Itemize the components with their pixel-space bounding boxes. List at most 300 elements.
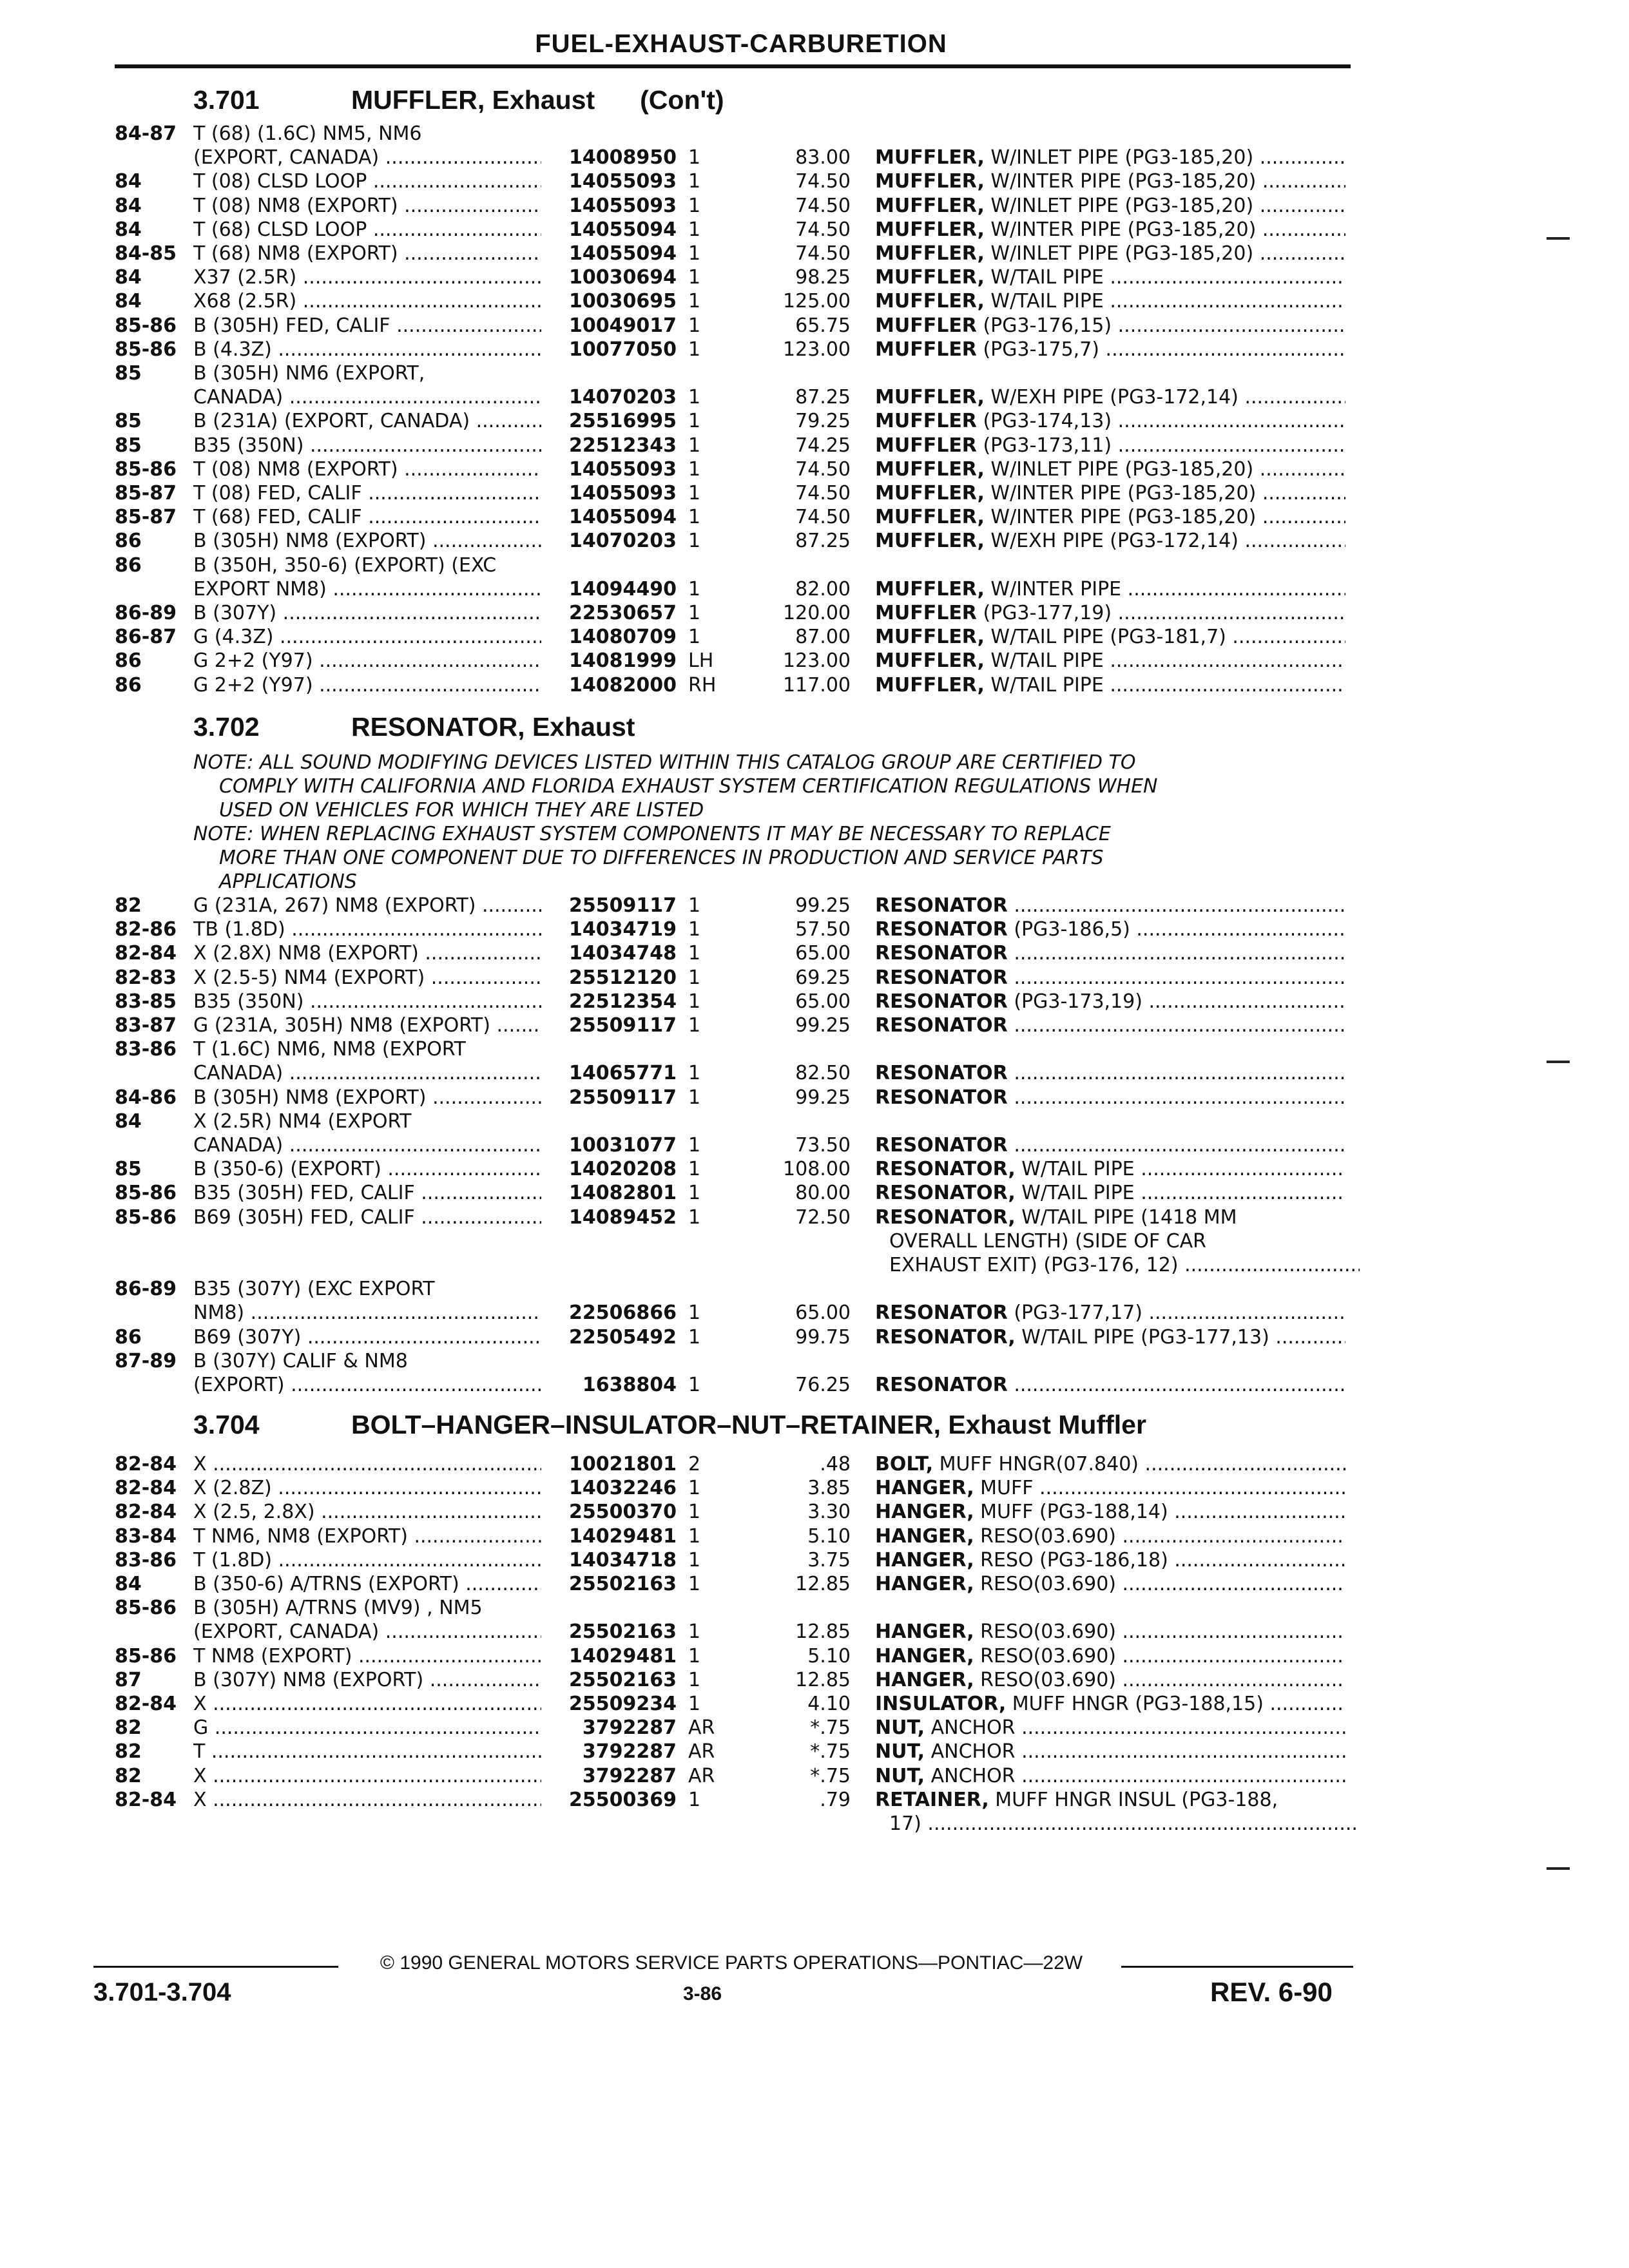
part-name <box>875 626 1345 649</box>
table-row <box>0 1669 1629 1692</box>
application: NM8) ..... <box>193 1302 541 1325</box>
model-years: 85-87 <box>115 506 177 529</box>
note-line: USED ON VEHICLES FOR WHICH THEY ARE LISTED <box>219 799 704 822</box>
part-name <box>875 530 1345 553</box>
part-name-detail: W/TAIL PIPE <box>984 649 1104 673</box>
price: 12.85 <box>795 1668 851 1691</box>
table-row <box>0 918 1629 941</box>
footer-rule-left <box>93 1966 338 1968</box>
part-number: 3792287 <box>582 1740 677 1763</box>
table-row <box>0 1477 1629 1500</box>
quantity: 1 <box>688 290 701 313</box>
part-name <box>875 1740 1345 1763</box>
table-row <box>0 458 1629 481</box>
part-name <box>875 458 1345 481</box>
table-row <box>0 1374 1629 1397</box>
part-name-detail: W/TAIL PIPE (PG3-177,13) <box>1015 1325 1269 1349</box>
part-name <box>875 1086 1345 1110</box>
table-row <box>0 1620 1629 1644</box>
application: (EXPORT, CANADA) ..... <box>193 146 541 169</box>
model-years: 86 <box>115 1325 142 1349</box>
quantity: 1 <box>688 894 701 917</box>
table-row <box>0 1302 1629 1325</box>
price: 83.00 <box>795 146 851 169</box>
model-years: 84 <box>115 218 142 241</box>
section-number: 3.701 <box>193 85 260 115</box>
quantity: 1 <box>688 146 701 169</box>
application: B (305H) A/TRNS (MV9) , NM5 <box>193 1597 483 1620</box>
model-years: 84 <box>115 1110 142 1133</box>
table-row <box>0 218 1629 242</box>
part-number: 14008950 <box>569 146 677 169</box>
part-name-key: MUFFLER, <box>875 218 985 241</box>
application: X ..... <box>193 1453 541 1476</box>
part-number: 14055094 <box>569 242 677 265</box>
quantity: 1 <box>688 626 701 649</box>
model-years: 82-84 <box>115 1501 177 1524</box>
quantity: 1 <box>688 1548 701 1571</box>
part-name <box>875 506 1345 529</box>
table-row <box>0 894 1629 918</box>
table-row <box>0 1062 1629 1085</box>
application: T (08) NM8 (EXPORT) ..... <box>193 195 541 218</box>
table-row <box>0 1014 1629 1037</box>
part-name-detail: (PG3-175,7) <box>976 338 1099 361</box>
model-years: 84-87 <box>115 122 177 145</box>
margin-mark <box>1547 1061 1570 1063</box>
table-row <box>0 122 1629 146</box>
part-name <box>875 1645 1345 1668</box>
quantity: RH <box>688 673 717 697</box>
application: T (68) (1.6C) NM5, NM6 <box>193 122 422 145</box>
quantity: 1 <box>688 1302 701 1325</box>
quantity: 1 <box>688 218 701 241</box>
model-years: 86 <box>115 673 142 697</box>
application: B (305H) NM8 (EXPORT) ..... <box>193 1086 541 1110</box>
application: X (2.5R) NM4 (EXPORT <box>193 1110 412 1133</box>
model-years: 87-89 <box>115 1349 177 1372</box>
part-number: 14081999 <box>569 649 677 673</box>
part-name-key: HANGER, <box>875 1524 974 1548</box>
model-years: 82-84 <box>115 942 177 965</box>
price: 65.00 <box>795 990 851 1013</box>
quantity: 1 <box>688 942 701 965</box>
table-row <box>0 434 1629 457</box>
part-name <box>875 338 1345 361</box>
part-name-key: RESONATOR <box>875 966 1008 989</box>
part-name-detail: MUFF HNGR INSUL (PG3-188, <box>988 1788 1278 1811</box>
application: (EXPORT) ..... <box>193 1374 541 1397</box>
table-row <box>0 1740 1629 1763</box>
application: X (2.5-5) NM4 (EXPORT) ..... <box>193 966 541 990</box>
table-row <box>0 338 1629 361</box>
model-years: 86 <box>115 649 142 673</box>
part-name-key: RESONATOR <box>875 894 1008 917</box>
part-name-detail: (PG3-174,13) <box>976 410 1112 433</box>
price: .79 <box>820 1788 851 1811</box>
quantity: 1 <box>688 1182 701 1205</box>
application: B35 (350N) ..... <box>193 434 541 457</box>
part-name-detail: RESO(03.690) <box>974 1620 1116 1644</box>
part-name-key: MUFFLER, <box>875 266 985 289</box>
price: 79.25 <box>795 410 851 433</box>
model-years: 82-86 <box>115 918 177 941</box>
part-name-key: MUFFLER, <box>875 673 985 697</box>
part-number: 22512343 <box>569 434 677 457</box>
footer-rule-right <box>1121 1966 1353 1968</box>
part-name <box>875 170 1345 193</box>
part-name-key: HANGER, <box>875 1644 974 1667</box>
part-name-key: INSULATOR, <box>875 1693 1007 1715</box>
part-name-detail: RESO(03.690) <box>974 1644 1116 1667</box>
section-continued: (Con't) <box>640 85 724 115</box>
part-number: 14080709 <box>569 626 677 649</box>
application: TB (1.8D) ..... <box>193 918 541 941</box>
application: G (231A, 305H) NM8 (EXPORT) ..... <box>193 1014 541 1037</box>
model-years: 86-89 <box>115 1278 177 1301</box>
footer-section-range: 3.701-3.704 <box>93 1978 231 2006</box>
part-name-key: HANGER, <box>875 1620 974 1644</box>
application: (EXPORT, CANADA) ..... <box>193 1620 541 1644</box>
part-name-key: MUFFLER, <box>875 170 985 193</box>
model-years: 85-86 <box>115 314 177 337</box>
part-number: 25502163 <box>569 1573 677 1595</box>
price: 74.50 <box>795 482 851 505</box>
quantity: AR <box>688 1740 715 1763</box>
price: *.75 <box>810 1764 851 1787</box>
part-name-detail: W/INLET PIPE (PG3-185,20) <box>984 146 1254 169</box>
model-years: 83-87 <box>115 1014 177 1037</box>
quantity: 1 <box>688 1325 701 1349</box>
price: 99.75 <box>795 1325 851 1349</box>
part-name <box>875 942 1345 965</box>
part-number: 14032246 <box>569 1477 677 1500</box>
price: 123.00 <box>783 649 851 673</box>
application: T (1.6C) NM6, NM8 (EXPORT <box>193 1038 466 1061</box>
table-row <box>0 990 1629 1014</box>
part-number: 25516995 <box>569 410 677 433</box>
part-number: 10021801 <box>569 1453 677 1475</box>
part-name-key: MUFFLER, <box>875 457 985 481</box>
part-name <box>875 434 1345 457</box>
application: G (231A, 267) NM8 (EXPORT) ..... <box>193 894 541 918</box>
model-years: 82-83 <box>115 966 177 989</box>
part-name-key: HANGER, <box>875 1548 974 1571</box>
part-name <box>875 674 1345 697</box>
part-number: 25500369 <box>569 1788 677 1811</box>
table-row <box>0 1038 1629 1061</box>
price: 3.75 <box>807 1548 851 1571</box>
part-name-detail: W/INLET PIPE (PG3-185,20) <box>984 457 1254 481</box>
part-name <box>875 1326 1345 1349</box>
model-years: 82 <box>115 1716 142 1740</box>
quantity: 1 <box>688 410 701 433</box>
table-row <box>0 1134 1629 1157</box>
price: 98.25 <box>795 266 851 289</box>
part-name-key: MUFFLER, <box>875 577 985 601</box>
table-row <box>0 530 1629 553</box>
table-row <box>0 1525 1629 1548</box>
part-name <box>875 386 1345 409</box>
application: X (2.5, 2.8X) ..... <box>193 1501 541 1524</box>
part-number: 14029481 <box>569 1644 677 1667</box>
part-name-key: HANGER, <box>875 1477 974 1500</box>
part-name <box>875 1206 1345 1229</box>
part-number: 3792287 <box>582 1716 677 1740</box>
part-name <box>875 266 1345 289</box>
part-name <box>875 1716 1345 1740</box>
part-number: 14055094 <box>569 218 677 241</box>
table-row <box>0 195 1629 218</box>
part-number: 10030695 <box>569 290 677 313</box>
part-name-key: MUFFLER, <box>875 290 985 313</box>
part-number: 14020208 <box>569 1158 677 1181</box>
part-name-detail: RESO(03.690) <box>974 1668 1116 1691</box>
part-name-key: RESONATOR <box>875 1014 1008 1037</box>
part-name-detail: ANCHOR <box>925 1716 1016 1740</box>
section-number: 3.702 <box>193 712 260 742</box>
part-name-key: BOLT, <box>875 1453 934 1475</box>
margin-mark <box>1547 1867 1570 1870</box>
part-name-key: MUFFLER, <box>875 506 985 529</box>
model-years: 83-84 <box>115 1524 177 1548</box>
part-name-detail: W/INLET PIPE (PG3-185,20) <box>984 242 1254 265</box>
application: T ..... <box>193 1740 541 1763</box>
price: 3.30 <box>807 1501 851 1524</box>
part-name <box>875 990 1345 1014</box>
quantity: 1 <box>688 314 701 337</box>
part-name <box>889 1254 1360 1277</box>
quantity: 1 <box>688 1668 701 1691</box>
part-name-detail: (PG3-177,19) <box>976 602 1112 624</box>
price: 120.00 <box>783 602 851 624</box>
part-number: 25509117 <box>569 894 677 917</box>
application: X (2.8X) NM8 (EXPORT) ..... <box>193 942 541 965</box>
part-name <box>875 146 1345 169</box>
model-years: 85-86 <box>115 1644 177 1667</box>
price: 74.50 <box>795 170 851 193</box>
model-years: 85-86 <box>115 1597 177 1620</box>
application: B (305H) NM8 (EXPORT) ..... <box>193 530 541 553</box>
application: B (350H, 350-6) (EXPORT) (EXC <box>193 553 497 577</box>
quantity: 1 <box>688 1014 701 1037</box>
part-name-detail: W/INLET PIPE (PG3-185,20) <box>984 194 1254 217</box>
part-number: 25512120 <box>569 966 677 989</box>
quantity: 1 <box>688 457 701 481</box>
price: 72.50 <box>795 1206 851 1229</box>
model-years: 83-86 <box>115 1548 177 1571</box>
application: T (68) FED, CALIF ..... <box>193 506 541 529</box>
price: 76.25 <box>795 1374 851 1396</box>
part-name-key: RESONATOR <box>875 942 1008 965</box>
application: B35 (350N) ..... <box>193 990 541 1014</box>
quantity: 1 <box>688 530 701 553</box>
page-header-title: FUEL-EXHAUST-CARBURETION <box>535 30 947 58</box>
price: *.75 <box>810 1716 851 1740</box>
price: 108.00 <box>783 1158 851 1181</box>
part-name <box>875 1014 1345 1037</box>
part-name-detail: MUFF (PG3-188,14) <box>974 1501 1168 1524</box>
quantity: 1 <box>688 266 701 289</box>
part-name-detail: W/INTER PIPE (PG3-185,20) <box>984 218 1257 241</box>
part-name-key: MUFFLER, <box>875 626 985 649</box>
part-number: 14082801 <box>569 1182 677 1205</box>
application: B (307Y) NM8 (EXPORT) ..... <box>193 1669 541 1692</box>
part-number: 14070203 <box>569 530 677 553</box>
application: CANADA) ..... <box>193 1134 541 1157</box>
part-name <box>889 1230 1360 1253</box>
price: 87.25 <box>795 386 851 409</box>
part-number: 14034748 <box>569 942 677 965</box>
part-name <box>875 1302 1345 1325</box>
table-row <box>0 1206 1629 1229</box>
part-name-detail: (PG3-177,17) <box>1007 1302 1142 1325</box>
part-name-detail: EXHAUST EXIT) (PG3-176, 12) <box>889 1254 1179 1276</box>
part-name-detail: RESO (PG3-186,18) <box>974 1548 1168 1571</box>
part-name-key: RESONATOR <box>875 990 1008 1013</box>
table-row <box>0 362 1629 385</box>
application: T (68) NM8 (EXPORT) ..... <box>193 242 541 265</box>
section-3704-heading <box>193 1410 1146 1440</box>
price: 73.50 <box>795 1134 851 1157</box>
part-number: 14034718 <box>569 1548 677 1571</box>
part-name <box>875 1134 1345 1157</box>
quantity: 1 <box>688 1501 701 1524</box>
note-line: NOTE: WHEN REPLACING EXHAUST SYSTEM COMPONENTS IT MAY BE NECESSARY TO REPLACE <box>193 823 1111 845</box>
table-row <box>0 1182 1629 1205</box>
application: X (2.8Z) ..... <box>193 1477 541 1500</box>
part-name-key: MUFFLER <box>875 602 977 624</box>
part-name-key: MUFFLER <box>875 410 977 433</box>
table-row <box>0 1230 1629 1253</box>
table-row <box>0 966 1629 990</box>
table-row <box>0 942 1629 965</box>
part-name-key: MUFFLER <box>875 434 977 457</box>
part-name-detail: W/TAIL PIPE <box>984 266 1104 289</box>
table-row <box>0 1765 1629 1788</box>
model-years: 82-84 <box>115 1693 177 1715</box>
table-row <box>0 1158 1629 1181</box>
part-name-key: HANGER, <box>875 1668 974 1691</box>
price: 87.00 <box>795 626 851 649</box>
model-years: 86-87 <box>115 626 177 649</box>
quantity: 1 <box>688 966 701 989</box>
table-row <box>0 1693 1629 1716</box>
quantity: 2 <box>688 1453 701 1475</box>
part-name <box>875 918 1345 941</box>
note-line: NOTE: ALL SOUND MODIFYING DEVICES LISTED WITHIN THIS CATALOG GROUP ARE CERTIFIED TO <box>193 751 1136 774</box>
quantity: 1 <box>688 1158 701 1181</box>
part-name <box>875 1525 1345 1548</box>
quantity: 1 <box>688 1062 701 1085</box>
application: T (08) FED, CALIF ..... <box>193 482 541 505</box>
part-number: 10077050 <box>569 338 677 361</box>
part-name <box>875 242 1345 265</box>
section-title: BOLT–HANGER–INSULATOR–NUT–RETAINER, Exhaust Muffler <box>351 1410 1146 1439</box>
part-name-key: MUFFLER, <box>875 242 985 265</box>
table-row <box>0 1812 1629 1836</box>
table-row <box>0 1350 1629 1373</box>
model-years: 85 <box>115 362 142 385</box>
price: 74.50 <box>795 218 851 241</box>
table-row <box>0 1789 1629 1812</box>
table-row <box>0 578 1629 601</box>
model-years: 85-86 <box>115 1182 177 1205</box>
footer-page-number: 3-86 <box>683 1983 722 2004</box>
part-name-detail: 17) <box>889 1812 921 1835</box>
table-row <box>0 1326 1629 1349</box>
application: B (307Y) CALIF & NM8 <box>193 1349 408 1372</box>
section-3702-heading <box>193 712 635 742</box>
model-years: 83-85 <box>115 990 177 1013</box>
model-years: 85-86 <box>115 338 177 361</box>
model-years: 82 <box>115 894 142 917</box>
part-name-key: MUFFLER <box>875 338 977 361</box>
part-name <box>875 1477 1345 1500</box>
part-number: 25509117 <box>569 1086 677 1109</box>
part-name-detail: ANCHOR <box>925 1764 1016 1787</box>
price: .48 <box>820 1453 851 1475</box>
part-number: 22512354 <box>569 990 677 1013</box>
part-name-key: RESONATOR <box>875 1302 1008 1325</box>
quantity: 1 <box>688 242 701 265</box>
application: CANADA) ..... <box>193 386 541 409</box>
part-name <box>875 894 1345 918</box>
quantity: LH <box>688 649 714 673</box>
part-name-key: MUFFLER, <box>875 146 985 169</box>
model-years: 87 <box>115 1668 142 1691</box>
part-name-detail: W/INTER PIPE (PG3-185,20) <box>984 170 1257 193</box>
part-number: 14029481 <box>569 1524 677 1548</box>
application: T (1.8D) ..... <box>193 1549 541 1572</box>
part-name-detail: MUFF HNGR (PG3-188,15) <box>1006 1693 1264 1715</box>
table-row <box>0 602 1629 625</box>
quantity: 1 <box>688 194 701 217</box>
part-number: 3792287 <box>582 1764 677 1787</box>
quantity: 1 <box>688 434 701 457</box>
price: 87.25 <box>795 530 851 553</box>
price: 5.10 <box>807 1524 851 1548</box>
table-row <box>0 506 1629 529</box>
section-title: RESONATOR, Exhaust <box>351 712 635 742</box>
model-years: 85 <box>115 434 142 457</box>
quantity: 1 <box>688 386 701 409</box>
part-name <box>875 1182 1345 1205</box>
part-name-key: RESONATOR <box>875 918 1008 941</box>
model-years: 82-84 <box>115 1477 177 1500</box>
table-row <box>0 674 1629 697</box>
model-years: 86 <box>115 553 142 577</box>
part-number: 14034719 <box>569 918 677 941</box>
quantity: 1 <box>688 338 701 361</box>
part-name-detail: W/TAIL PIPE <box>1015 1158 1135 1181</box>
application: G ..... <box>193 1716 541 1740</box>
part-name-key: HANGER, <box>875 1573 974 1595</box>
part-name <box>875 1669 1345 1692</box>
model-years: 85-87 <box>115 482 177 505</box>
part-name-detail: (PG3-186,5) <box>1007 918 1130 941</box>
part-name-detail: W/INTER PIPE (PG3-185,20) <box>984 506 1257 529</box>
price: 82.50 <box>795 1062 851 1085</box>
part-name-key: MUFFLER, <box>875 194 985 217</box>
quantity: 1 <box>688 990 701 1013</box>
quantity: 1 <box>688 1374 701 1396</box>
part-name-key: MUFFLER <box>875 314 977 337</box>
part-name-detail: W/TAIL PIPE <box>984 673 1104 697</box>
quantity: 1 <box>688 1788 701 1811</box>
part-name-detail: W/EXH PIPE (PG3-172,14) <box>984 530 1239 553</box>
part-name-key: RESONATOR, <box>875 1182 1016 1205</box>
